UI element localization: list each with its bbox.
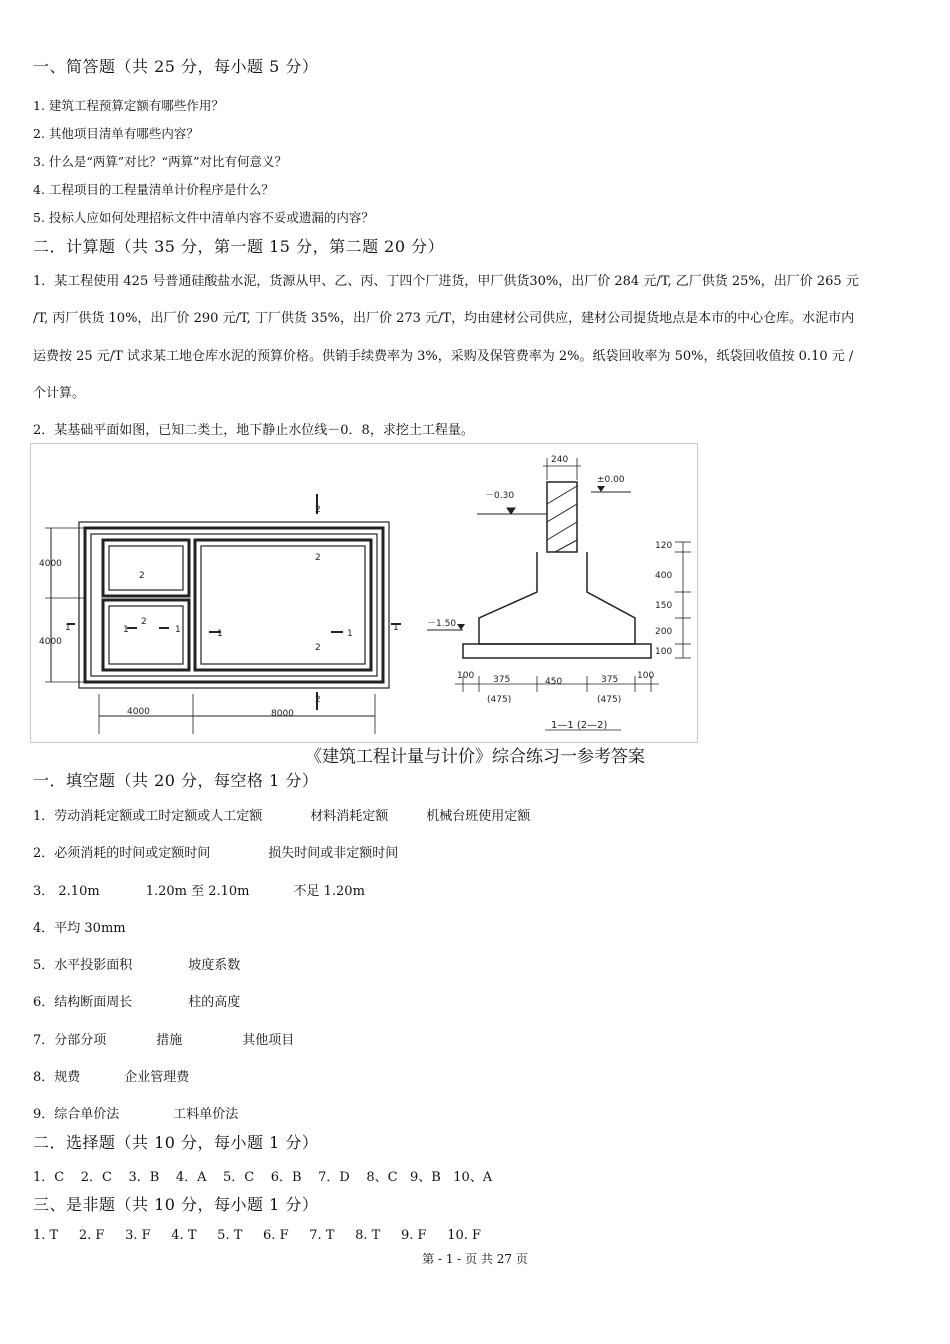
section2-q1-line-1: 1．某工程使用 425 号普通硅酸盐水泥，货源从甲、乙、丙、丁四个厂进货，甲厂供货30%，出厂价 284 元/T, 乙厂供货 25%，出厂价 265 元 <box>33 274 859 289</box>
answer-fill-7-b: 措施 <box>156 1033 183 1048</box>
section-caption: 1—1 (2—2) <box>551 720 608 731</box>
section-width-100-left: 100 <box>457 671 475 681</box>
answer-fill-8-b: 企业管理费 <box>124 1070 190 1085</box>
section-wall-width: 240 <box>551 455 569 465</box>
answer-fill-3-b: 1.20m 至 2.10m <box>145 884 250 899</box>
answer-fill-3-c: 不足 1.20m <box>293 884 365 899</box>
section-width-375-right: 375 <box>601 675 619 685</box>
plan-label-1-mid-left: 1 <box>217 629 223 639</box>
answer-fill-1-a: 1．劳动消耗定额或工时定额或人工定额 <box>33 809 263 824</box>
section1-question-3: 3. 什么是“两算”对比？“两算”对比有何意义？ <box>33 154 287 169</box>
answers3-line: 1. T 2. F 3. F 4. T 5. T 6. F 7. T 8. T 9. F 10. F <box>33 1228 482 1243</box>
answer-fill-1-b: 材料消耗定额 <box>310 809 389 824</box>
section-height-150: 150 <box>655 601 673 611</box>
plan-dim-bottom-left: 4000 <box>127 707 150 717</box>
foundation-section <box>427 458 691 730</box>
section-ground-level: －0.30 <box>485 491 515 501</box>
plan-label-2-room: 2 <box>139 571 145 581</box>
plan-label-1-mid-right: 1 <box>347 629 353 639</box>
section2-q2: 2．某基础平面如图，已知二类土，地下静止水位线－0．8，求挖土工程量。 <box>33 423 474 438</box>
answer-fill-7 <box>33 1029 294 1048</box>
foundation-plan <box>45 494 401 734</box>
section2-title: 二．计算题（共 35 分，第一题 15 分，第二题 20 分） <box>33 237 445 256</box>
answers3-title: 三、是非题（共 10 分，每小题 1 分） <box>33 1195 319 1214</box>
answer-title: 《建筑工程计量与计价》综合练习一参考答案 <box>305 747 645 767</box>
section-height-400: 400 <box>655 571 673 581</box>
answer-fill-2-a: 2．必须消耗的时间或定额时间 <box>33 846 211 861</box>
section1-question-5: 5. 投标人应如何处理招标文件中清单内容不妥或遗漏的内容？ <box>33 210 374 225</box>
answer-fill-1-c: 机械台班使用定额 <box>426 809 531 824</box>
section-width-475-right: (475) <box>597 695 622 705</box>
answer-fill-2-b: 损失时间或非定额时间 <box>268 846 399 861</box>
section-width-475-left: (475) <box>487 695 512 705</box>
answer-fill-4: 4．平均 30mm <box>33 921 126 936</box>
section-bottom-level: －1.50 <box>427 619 457 629</box>
answers2-line: 1．C 2．C 3．B 4．A 5．C 6．B 7．D 8、C 9、B 10、A <box>33 1170 493 1185</box>
answers2-title: 二．选择题（共 10 分，每小题 1 分） <box>33 1133 319 1152</box>
plan-dim-left-bottom: 4000 <box>39 637 62 647</box>
answer-fill-8 <box>33 1066 189 1085</box>
answer-fill-6-a: 6．结构断面周长 <box>33 995 133 1010</box>
answer-fill-9-a: 9．综合单价法 <box>33 1107 120 1122</box>
answer-fill-7-a: 7．分部分项 <box>33 1033 107 1048</box>
answer-fill-6-b: 柱的高度 <box>188 995 241 1010</box>
answer-fill-5-a: 5．水平投影面积 <box>33 958 133 973</box>
section2-q1-line-4: 个计算。 <box>33 386 86 401</box>
section1-title: 一、简答题（共 25 分，每小题 5 分） <box>33 57 319 76</box>
plan-label-1-room-left: 1 <box>123 625 129 635</box>
answer-fill-6 <box>33 991 240 1010</box>
foundation-figure <box>30 443 698 743</box>
section1-question-4: 4. 工程项目的工程量清单计价程序是什么？ <box>33 182 274 197</box>
answer-fill-7-c: 其他项目 <box>242 1033 295 1048</box>
answer-fill-1 <box>33 805 530 824</box>
section-width-100-right: 100 <box>637 671 655 681</box>
plan-label-2-lower: 2 <box>315 643 321 653</box>
section-floor-level: ±0.00 <box>597 475 625 485</box>
answer-fill-8-a: 8．规费 <box>33 1070 81 1085</box>
plan-label-2-inner: 2 <box>315 553 321 563</box>
plan-label-1-room-right: 1 <box>175 625 181 635</box>
section-height-200: 200 <box>655 627 673 637</box>
answer-fill-9-b: 工料单价法 <box>173 1107 239 1122</box>
section-height-100: 100 <box>655 647 673 657</box>
section2-q1-line-2: /T, 丙厂供货 10%，出厂价 290 元/T, 丁厂供货 35%，出厂价 273 元/T，均由建材公司供应，建材公司提货地点是本市的中心仓库。水泥市内 <box>33 311 855 326</box>
plan-dim-bottom-right: 8000 <box>271 709 294 719</box>
section-width-375-left: 375 <box>493 675 511 685</box>
section2-q1-line-3: 运费按 25 元/T 试求某工地仓库水泥的预算价格。供销手续费率为 3%，采购及保管费率为 2%。纸袋回收率为 50%，纸袋回收值按 0.10 元 / <box>33 349 854 364</box>
answers1-title: 一．填空题（共 20 分，每空格 1 分） <box>33 771 319 790</box>
plan-dim-left-top: 4000 <box>39 559 62 569</box>
answer-fill-2 <box>33 842 398 861</box>
plan-label-2-small: 2 <box>141 617 147 627</box>
section-width-450: 450 <box>545 677 563 687</box>
plan-label-2-bottom: 2 <box>315 695 321 705</box>
section-height-120: 120 <box>655 541 673 551</box>
section1-question-2: 2. 其他项目清单有哪些内容？ <box>33 126 199 141</box>
section1-question-1: 1. 建筑工程预算定额有哪些作用？ <box>33 98 224 113</box>
plan-label-1-right: 1 <box>393 623 399 633</box>
plan-label-2-top: 2 <box>315 505 321 515</box>
answer-fill-3-a: 3． 2.10m <box>33 884 100 899</box>
answer-fill-3 <box>33 880 365 899</box>
answer-fill-5 <box>33 954 240 973</box>
plan-label-1-left: 1 <box>65 623 71 633</box>
answer-fill-5-b: 坡度系数 <box>188 958 241 973</box>
answer-fill-9 <box>33 1103 238 1122</box>
foundation-drawing <box>31 444 697 742</box>
page-footer: 第 - 1 - 页 共 27 页 <box>422 1252 528 1266</box>
